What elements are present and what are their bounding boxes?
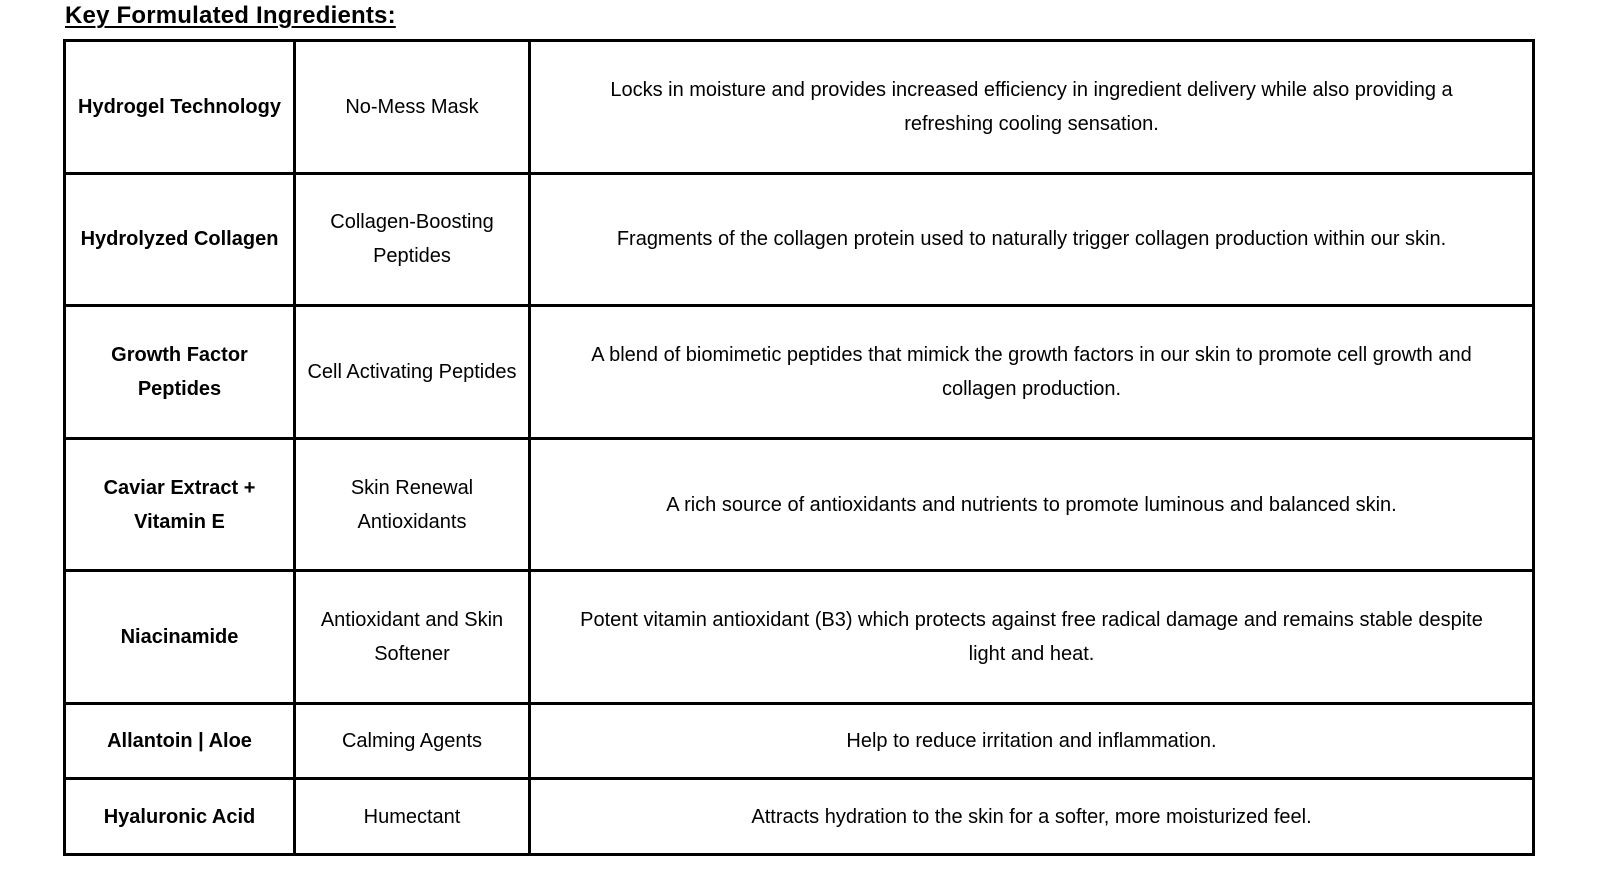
description-cell: A blend of biomimetic peptides that mimick the growth factors in our skin to promote cell growth and collagen production.: [530, 306, 1534, 439]
description-cell: Attracts hydration to the skin for a softer, more moisturized feel.: [530, 779, 1534, 855]
function-cell: No-Mess Mask: [295, 41, 530, 174]
ingredient-cell: Allantoin | Aloe: [65, 703, 295, 779]
function-cell: Calming Agents: [295, 703, 530, 779]
function-cell: Cell Activating Peptides: [295, 306, 530, 439]
table-row: [65, 779, 1534, 855]
ingredient-cell: Growth Factor Peptides: [65, 306, 295, 439]
ingredient-cell: Hydrogel Technology: [65, 41, 295, 174]
description-cell: Fragments of the collagen protein used to naturally trigger collagen production within our skin.: [530, 173, 1534, 306]
ingredients-table: [63, 39, 1535, 856]
function-cell: Collagen-Boosting Peptides: [295, 173, 530, 306]
ingredient-cell: Niacinamide: [65, 571, 295, 704]
table-row: [65, 571, 1534, 704]
table-row: [65, 306, 1534, 439]
function-cell: Humectant: [295, 779, 530, 855]
table-row: [65, 438, 1534, 571]
page-title: Key Formulated Ingredients:: [65, 2, 396, 29]
table-row: [65, 173, 1534, 306]
function-cell: Skin Renewal Antioxidants: [295, 438, 530, 571]
table-row: [65, 41, 1534, 174]
ingredient-cell: Caviar Extract + Vitamin E: [65, 438, 295, 571]
description-cell: Help to reduce irritation and inflammation.: [530, 703, 1534, 779]
function-cell: Antioxidant and Skin Softener: [295, 571, 530, 704]
table-row: [65, 703, 1534, 779]
ingredient-cell: Hydrolyzed Collagen: [65, 173, 295, 306]
description-cell: Locks in moisture and provides increased efficiency in ingredient delivery while also providing a refreshing cooling sensation.: [530, 41, 1534, 174]
description-cell: A rich source of antioxidants and nutrients to promote luminous and balanced skin.: [530, 438, 1534, 571]
ingredient-cell: Hyaluronic Acid: [65, 779, 295, 855]
description-cell: Potent vitamin antioxidant (B3) which protects against free radical damage and remains stable despite light and heat.: [530, 571, 1534, 704]
